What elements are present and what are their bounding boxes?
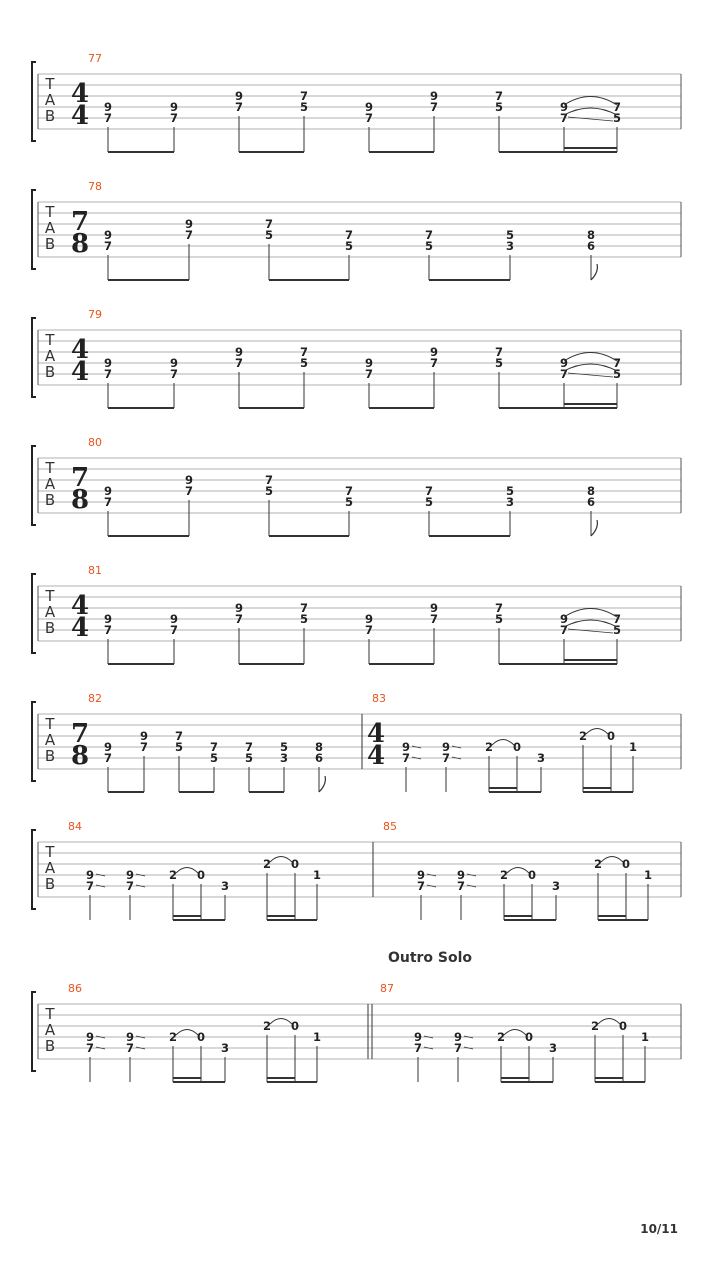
time-signature-top: 4 bbox=[70, 335, 90, 365]
measure-number: 85 bbox=[383, 820, 397, 833]
time-signature-bottom: 4 bbox=[366, 741, 386, 771]
fret-number: 7 bbox=[234, 100, 244, 114]
tab-clef-letter: B bbox=[44, 235, 56, 253]
fret-number: 7 bbox=[169, 367, 179, 381]
fret-number: 0 bbox=[290, 857, 300, 871]
fret-number: 7 bbox=[103, 623, 113, 637]
fret-number: 6 bbox=[586, 495, 596, 509]
fret-number: 7 bbox=[429, 356, 439, 370]
fret-number: 5 bbox=[264, 228, 274, 242]
tab-clef-letter: T bbox=[45, 843, 55, 861]
fret-number: 9 bbox=[103, 356, 113, 370]
time-signature-bottom: 8 bbox=[70, 741, 90, 771]
slur-arc bbox=[564, 353, 617, 362]
fret-number: 9 bbox=[559, 100, 569, 114]
fret-number: 7 bbox=[299, 601, 309, 615]
fret-number: 2 bbox=[168, 868, 178, 882]
measure-number: 84 bbox=[68, 820, 82, 833]
tab-clef-letter: T bbox=[45, 715, 55, 733]
fret-number: 9 bbox=[103, 484, 113, 498]
tab-clef-letter: T bbox=[45, 1005, 55, 1023]
fret-number: 7 bbox=[244, 740, 254, 754]
tab-clef-letter: A bbox=[44, 731, 56, 749]
fret-number: 9 bbox=[364, 612, 374, 626]
tab-clef-letter: T bbox=[45, 75, 55, 93]
time-signature-bottom: 4 bbox=[70, 357, 90, 387]
fret-number: 0 bbox=[606, 729, 616, 743]
fret-number: 7 bbox=[401, 751, 411, 765]
fret-number: 9 bbox=[169, 100, 179, 114]
slur-arc bbox=[507, 868, 529, 874]
fret-number: 7 bbox=[429, 612, 439, 626]
fret-number: 2 bbox=[593, 857, 603, 871]
fret-number: 9 bbox=[103, 740, 113, 754]
tab-clef-letter: T bbox=[45, 459, 55, 477]
fret-number: 6 bbox=[586, 239, 596, 253]
fret-number: 5 bbox=[494, 100, 504, 114]
system-bracket bbox=[32, 190, 36, 269]
fret-number: 5 bbox=[494, 356, 504, 370]
slur-arc bbox=[270, 857, 292, 863]
fret-number: 3 bbox=[505, 495, 515, 509]
fret-number: 7 bbox=[494, 601, 504, 615]
fret-number: 7 bbox=[264, 217, 274, 231]
measure-number: 81 bbox=[88, 564, 102, 577]
fret-number: 9 bbox=[559, 612, 569, 626]
fret-number: 7 bbox=[103, 367, 113, 381]
fret-number: 9 bbox=[103, 228, 113, 242]
tab-clef-letter: A bbox=[44, 91, 56, 109]
fret-number: 0 bbox=[290, 1019, 300, 1033]
measure-number: 79 bbox=[88, 308, 102, 321]
tab-clef-letter: B bbox=[44, 491, 56, 509]
fret-number: 5 bbox=[612, 111, 622, 125]
slur-arc bbox=[598, 1019, 620, 1025]
measure-number: 82 bbox=[88, 692, 102, 705]
tab-clef-letter: T bbox=[45, 203, 55, 221]
time-signature-top: 4 bbox=[70, 79, 90, 109]
fret-number: 0 bbox=[196, 868, 206, 882]
system-bracket bbox=[32, 446, 36, 525]
section-label-outro-solo: Outro Solo bbox=[387, 950, 473, 966]
fret-number: 7 bbox=[139, 740, 149, 754]
fret-number: 7 bbox=[559, 111, 569, 125]
time-signature-top: 4 bbox=[70, 591, 90, 621]
fret-number: 2 bbox=[484, 740, 494, 754]
tab-clef-letter: A bbox=[44, 475, 56, 493]
fret-number: 7 bbox=[299, 345, 309, 359]
fret-number: 7 bbox=[429, 100, 439, 114]
time-signature-bottom: 8 bbox=[70, 485, 90, 515]
fret-number: 7 bbox=[612, 100, 622, 114]
note-flag bbox=[591, 520, 597, 536]
tab-clef-letter: B bbox=[44, 875, 56, 893]
measure-number: 83 bbox=[372, 692, 386, 705]
fret-number: 9 bbox=[103, 612, 113, 626]
slur-arc bbox=[601, 857, 623, 863]
fret-number: 8 bbox=[586, 228, 596, 242]
slur-arc bbox=[564, 620, 617, 627]
fret-number: 9 bbox=[234, 601, 244, 615]
tab-clef-letter: T bbox=[45, 331, 55, 349]
tab-clef-letter: T bbox=[45, 587, 55, 605]
measure-number: 86 bbox=[68, 982, 82, 995]
fret-number: 0 bbox=[621, 857, 631, 871]
fret-number: 7 bbox=[125, 879, 135, 893]
note-flag bbox=[591, 264, 597, 280]
fret-number: 9 bbox=[559, 356, 569, 370]
fret-number: 9 bbox=[169, 356, 179, 370]
slur-arc bbox=[270, 1019, 292, 1025]
fret-number: 9 bbox=[429, 89, 439, 103]
fret-number: 7 bbox=[103, 239, 113, 253]
fret-number: 5 bbox=[279, 740, 289, 754]
tab-clef-letter: B bbox=[44, 1037, 56, 1055]
fret-number: 7 bbox=[456, 879, 466, 893]
fret-number: 9 bbox=[429, 601, 439, 615]
fret-number: 2 bbox=[590, 1019, 600, 1033]
fret-number: 2 bbox=[496, 1030, 506, 1044]
fret-number: 5 bbox=[299, 100, 309, 114]
fret-number: 7 bbox=[234, 612, 244, 626]
fret-number: 7 bbox=[169, 111, 179, 125]
fret-number: 7 bbox=[103, 495, 113, 509]
fret-number: 8 bbox=[586, 484, 596, 498]
system-bracket bbox=[32, 830, 36, 909]
fret-number: 5 bbox=[299, 356, 309, 370]
time-signature-bottom: 4 bbox=[70, 613, 90, 643]
fret-number: 7 bbox=[424, 228, 434, 242]
fret-number: 7 bbox=[344, 484, 354, 498]
fret-number: 5 bbox=[209, 751, 219, 765]
fret-number: 0 bbox=[196, 1030, 206, 1044]
measure-number: 78 bbox=[88, 180, 102, 193]
fret-number: 7 bbox=[85, 1041, 95, 1055]
time-signature-top: 7 bbox=[70, 719, 90, 749]
fret-number: 5 bbox=[174, 740, 184, 754]
slur-arc bbox=[564, 97, 617, 106]
fret-number: 7 bbox=[612, 612, 622, 626]
tab-clef-letter: A bbox=[44, 603, 56, 621]
fret-number: 5 bbox=[264, 484, 274, 498]
fret-number: 1 bbox=[312, 1030, 322, 1044]
fret-number: 7 bbox=[169, 623, 179, 637]
fret-number: 7 bbox=[264, 473, 274, 487]
fret-number: 7 bbox=[559, 623, 569, 637]
fret-number: 5 bbox=[299, 612, 309, 626]
fret-number: 0 bbox=[527, 868, 537, 882]
fret-number: 7 bbox=[209, 740, 219, 754]
fret-number: 9 bbox=[401, 740, 411, 754]
fret-number: 5 bbox=[505, 484, 515, 498]
fret-number: 7 bbox=[494, 89, 504, 103]
fret-number: 9 bbox=[364, 100, 374, 114]
slur-arc bbox=[176, 1030, 198, 1036]
fret-number: 9 bbox=[429, 345, 439, 359]
fret-number: 2 bbox=[578, 729, 588, 743]
system-bracket bbox=[32, 574, 36, 653]
fret-number: 3 bbox=[551, 879, 561, 893]
fret-number: 5 bbox=[244, 751, 254, 765]
fret-number: 7 bbox=[424, 484, 434, 498]
fret-number: 8 bbox=[314, 740, 324, 754]
tab-clef-letter: B bbox=[44, 619, 56, 637]
system-bracket bbox=[32, 992, 36, 1071]
fret-number: 5 bbox=[424, 239, 434, 253]
tab-clef-letter: A bbox=[44, 1021, 56, 1039]
system-bracket bbox=[32, 318, 36, 397]
fret-number: 1 bbox=[628, 740, 638, 754]
fret-number: 7 bbox=[364, 367, 374, 381]
slur-arc bbox=[504, 1030, 526, 1036]
fret-number: 9 bbox=[184, 217, 194, 231]
fret-number: 6 bbox=[314, 751, 324, 765]
fret-number: 5 bbox=[424, 495, 434, 509]
slur-arc bbox=[564, 609, 617, 618]
note-flag bbox=[319, 776, 325, 792]
fret-number: 0 bbox=[512, 740, 522, 754]
fret-number: 1 bbox=[643, 868, 653, 882]
fret-number: 9 bbox=[234, 345, 244, 359]
fret-number: 5 bbox=[612, 623, 622, 637]
fret-number: 9 bbox=[416, 868, 426, 882]
fret-number: 7 bbox=[299, 89, 309, 103]
time-signature-top: 4 bbox=[366, 719, 386, 749]
fret-number: 7 bbox=[234, 356, 244, 370]
fret-number: 5 bbox=[344, 495, 354, 509]
tab-clef-letter: B bbox=[44, 747, 56, 765]
fret-number: 1 bbox=[312, 868, 322, 882]
slur-arc bbox=[176, 868, 198, 874]
slur-arc bbox=[564, 108, 617, 115]
system-bracket bbox=[32, 702, 36, 781]
fret-number: 5 bbox=[344, 239, 354, 253]
fret-number: 7 bbox=[494, 345, 504, 359]
fret-number: 7 bbox=[174, 729, 184, 743]
fret-number: 7 bbox=[364, 623, 374, 637]
fret-number: 2 bbox=[262, 1019, 272, 1033]
fret-number: 2 bbox=[262, 857, 272, 871]
fret-number: 2 bbox=[168, 1030, 178, 1044]
fret-number: 1 bbox=[640, 1030, 650, 1044]
fret-number: 9 bbox=[103, 100, 113, 114]
fret-number: 0 bbox=[618, 1019, 628, 1033]
fret-number: 9 bbox=[234, 89, 244, 103]
measure-number: 87 bbox=[380, 982, 394, 995]
slur-arc bbox=[586, 729, 608, 735]
tab-clef-letter: B bbox=[44, 107, 56, 125]
fret-number: 9 bbox=[85, 868, 95, 882]
fret-number: 7 bbox=[85, 879, 95, 893]
fret-number: 7 bbox=[103, 111, 113, 125]
fret-number: 7 bbox=[344, 228, 354, 242]
slur-arc bbox=[492, 740, 514, 746]
fret-number: 7 bbox=[125, 1041, 135, 1055]
fret-number: 9 bbox=[413, 1030, 423, 1044]
fret-number: 5 bbox=[612, 367, 622, 381]
measure-number: 80 bbox=[88, 436, 102, 449]
system-bracket bbox=[32, 62, 36, 141]
fret-number: 3 bbox=[505, 239, 515, 253]
fret-number: 9 bbox=[139, 729, 149, 743]
fret-number: 9 bbox=[364, 356, 374, 370]
fret-number: 9 bbox=[441, 740, 451, 754]
tab-clef-letter: A bbox=[44, 219, 56, 237]
tab-clef-letter: A bbox=[44, 347, 56, 365]
time-signature-top: 7 bbox=[70, 207, 90, 237]
fret-number: 9 bbox=[125, 868, 135, 882]
fret-number: 2 bbox=[499, 868, 509, 882]
tab-clef-letter: B bbox=[44, 363, 56, 381]
fret-number: 7 bbox=[453, 1041, 463, 1055]
fret-number: 3 bbox=[220, 1041, 230, 1055]
fret-number: 7 bbox=[441, 751, 451, 765]
tab-clef-letter: A bbox=[44, 859, 56, 877]
fret-number: 3 bbox=[536, 751, 546, 765]
fret-number: 3 bbox=[220, 879, 230, 893]
fret-number: 9 bbox=[169, 612, 179, 626]
fret-number: 9 bbox=[453, 1030, 463, 1044]
fret-number: 7 bbox=[184, 484, 194, 498]
fret-number: 9 bbox=[85, 1030, 95, 1044]
fret-number: 5 bbox=[494, 612, 504, 626]
fret-number: 3 bbox=[279, 751, 289, 765]
fret-number: 3 bbox=[548, 1041, 558, 1055]
fret-number: 7 bbox=[364, 111, 374, 125]
fret-number: 7 bbox=[184, 228, 194, 242]
fret-number: 5 bbox=[505, 228, 515, 242]
time-signature-bottom: 8 bbox=[70, 229, 90, 259]
slur-arc bbox=[564, 364, 617, 371]
fret-number: 7 bbox=[559, 367, 569, 381]
fret-number: 7 bbox=[612, 356, 622, 370]
fret-number: 9 bbox=[456, 868, 466, 882]
fret-number: 9 bbox=[125, 1030, 135, 1044]
fret-number: 7 bbox=[413, 1041, 423, 1055]
fret-number: 9 bbox=[184, 473, 194, 487]
fret-number: 7 bbox=[103, 751, 113, 765]
page-number: 10/11 bbox=[640, 1222, 678, 1236]
fret-number: 0 bbox=[524, 1030, 534, 1044]
time-signature-top: 7 bbox=[70, 463, 90, 493]
measure-number: 77 bbox=[88, 52, 102, 65]
fret-number: 7 bbox=[416, 879, 426, 893]
time-signature-bottom: 4 bbox=[70, 101, 90, 131]
